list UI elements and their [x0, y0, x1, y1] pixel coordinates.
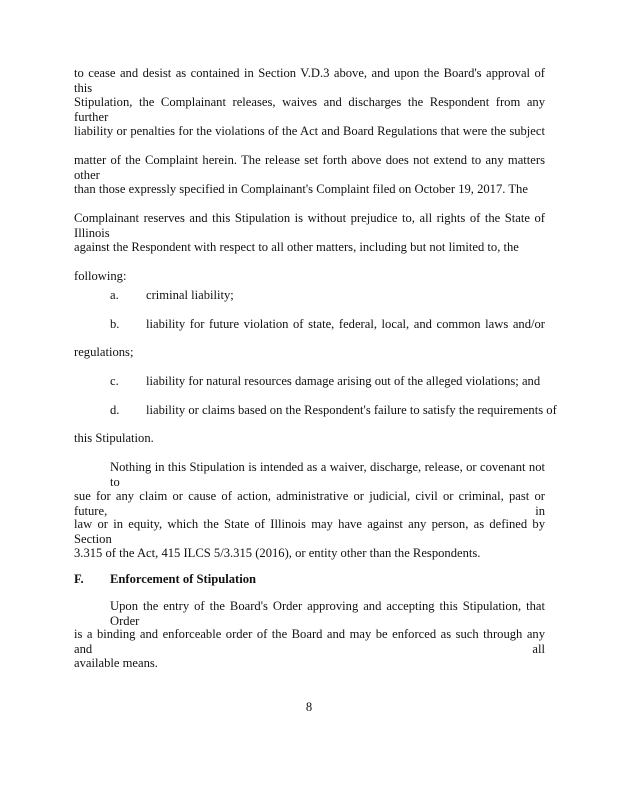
text-line: Stipulation, the Complainant releases, waives and discharges the Respondent from any further: [74, 95, 545, 124]
list-item: criminal liability;: [146, 288, 234, 302]
section-title: Enforcement of Stipulation: [110, 572, 256, 586]
text-line: to cease and desist as contained in Section V.D.3 above, and upon the Board's approval of this: [74, 66, 545, 95]
list-item: liability or claims based on the Respondent's failure to satisfy the requirements of: [146, 403, 557, 417]
text-line: Complainant reserves and this Stipulation is without prejudice to, all rights of the State of Illinois: [74, 211, 545, 240]
text-line: Upon the entry of the Board's Order approving and accepting this Stipulation, that Order: [110, 599, 545, 628]
list-item-continuation: regulations;: [74, 345, 134, 359]
list-item-label: c.: [110, 374, 119, 388]
text-line: following:: [74, 269, 127, 283]
text-line: 3.315 of the Act, 415 ILCS 5/3.315 (2016), or entity other than the Respondents.: [74, 546, 481, 560]
list-item: liability for natural resources damage arising out of the alleged violations; and: [146, 374, 541, 388]
page-number: 8: [305, 700, 313, 714]
list-item-label: b.: [110, 317, 120, 331]
text-line: Nothing in this Stipulation is intended as a waiver, discharge, release, or covenant not to: [110, 460, 545, 489]
text-line: law or in equity, which the State of Illinois may have against any person, as defined by Section: [74, 517, 545, 546]
text-line: than those expressly specified in Complainant's Complaint filed on October 19, 2017. The: [74, 182, 528, 196]
list-item-label: a.: [110, 288, 119, 302]
text-line: against the Respondent with respect to all other matters, including but not limited to, the: [74, 240, 519, 254]
list-item: liability for future violation of state, federal, local, and common laws and/or: [146, 317, 545, 331]
text-line: available means.: [74, 656, 158, 670]
section-number: F.: [74, 572, 84, 586]
list-item-label: d.: [110, 403, 120, 417]
text-line: sue for any claim or cause of action, administrative or judicial, civil or criminal, past or future, in: [74, 489, 545, 518]
text-line: liability or penalties for the violations of the Act and Board Regulations that were the subject: [74, 124, 545, 138]
text-line: is a binding and enforceable order of the Board and may be enforced as such through any and all: [74, 627, 545, 656]
text-line: matter of the Complaint herein. The release set forth above does not extend to any matters other: [74, 153, 545, 182]
list-item-continuation: this Stipulation.: [74, 431, 154, 445]
